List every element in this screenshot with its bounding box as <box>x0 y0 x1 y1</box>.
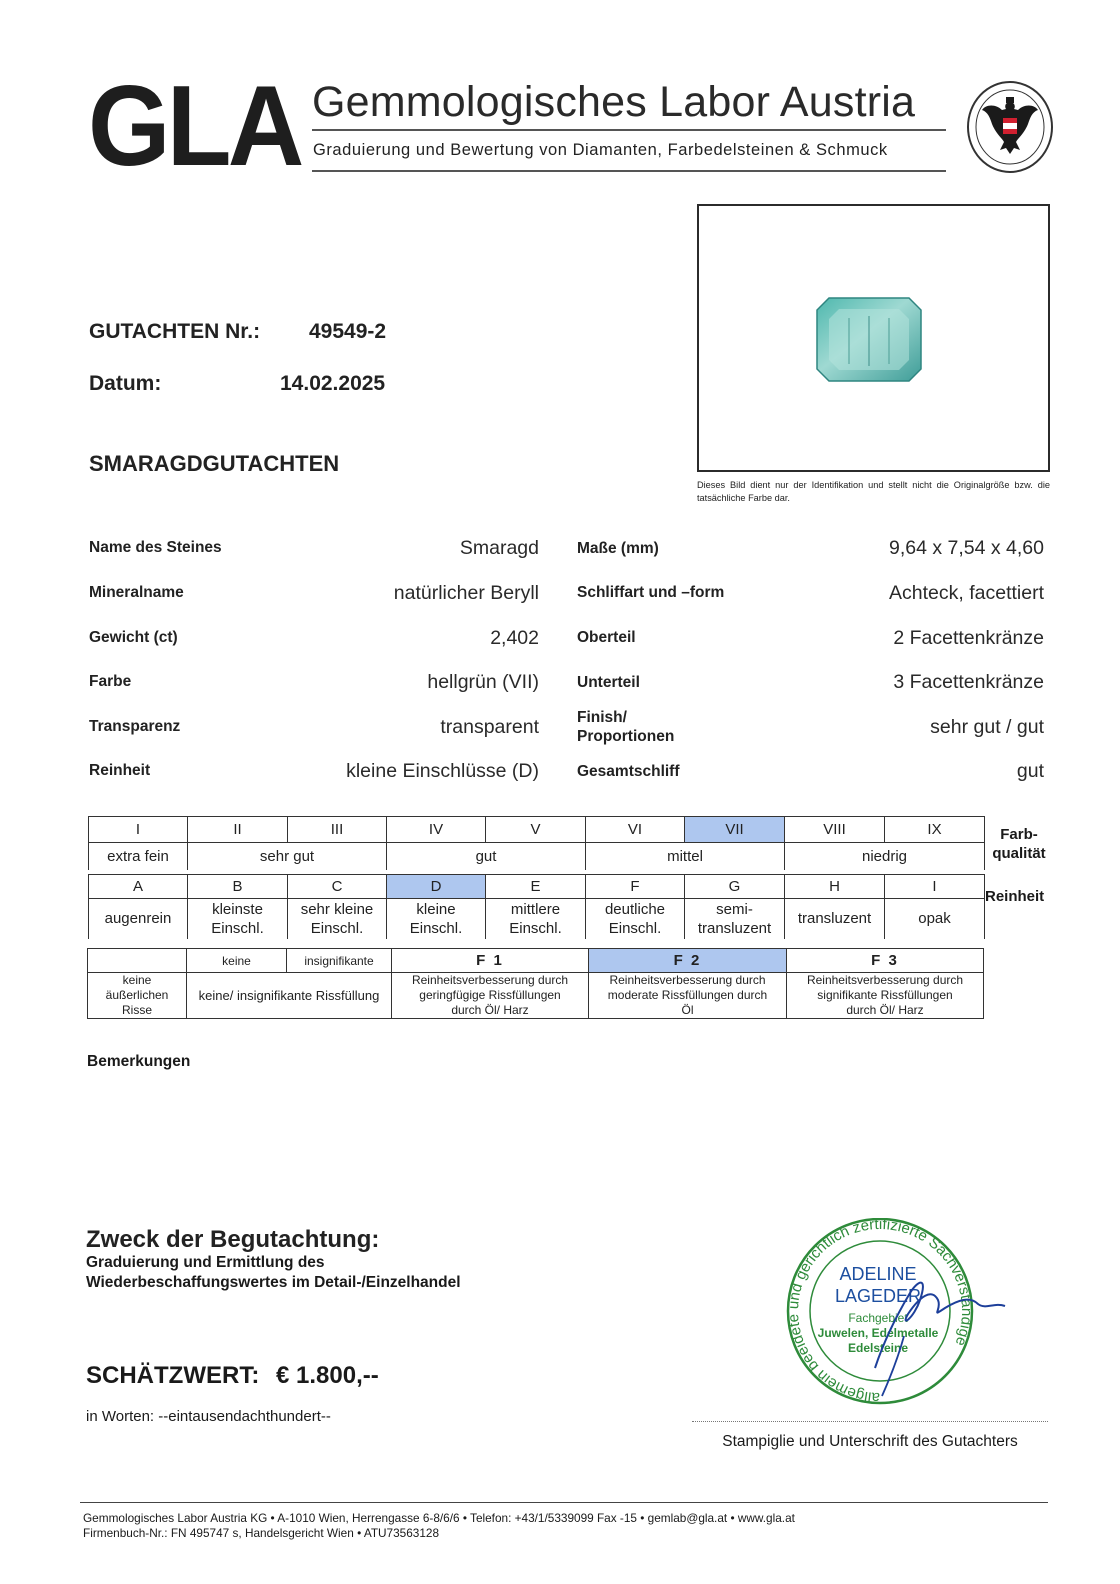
treatment-header-selected: F 2 <box>589 949 787 973</box>
property-value: 2 Facettenkränze <box>893 627 1044 649</box>
treatment-desc-line: Reinheitsverbesserung durch <box>806 973 964 987</box>
clarity-grade: A <box>89 875 188 899</box>
clarity-desc-line: deutliche <box>604 900 666 918</box>
clarity-desc-line: Einschl. <box>409 919 463 937</box>
footer-registry: Firmenbuch-Nr.: FN 495747 s, Handelsgericht Wien • ATU73563128 <box>83 1526 440 1540</box>
property-value: kleine Einschlüsse (D) <box>346 760 539 782</box>
report-title: SMARAGDGUTACHTEN <box>89 451 340 476</box>
clarity-desc <box>885 899 985 939</box>
property-label: Finish/ <box>577 709 627 726</box>
color-grade-selected: VII <box>685 817 785 843</box>
treatment-desc-line: Reinheitsverbesserung durch <box>609 973 766 987</box>
stamp-name-last: LAGEDER <box>834 1286 922 1306</box>
color-group: extra fein <box>89 843 188 870</box>
property-label: Gesamtschliff <box>577 763 680 780</box>
purpose-line: Wiederbeschaffungswertes im Detail-/Einzelhandel <box>86 1274 461 1291</box>
valuation-amount: € 1.800,-- <box>276 1362 379 1389</box>
property-label: Transparenz <box>89 718 181 735</box>
property-value: Smaragd <box>459 537 539 559</box>
stamp-ring-text: allgemein beeidete und gerichtlich zertifizierte Sachverständige <box>784 1218 976 1407</box>
clarity-desc-line: Einschl. <box>211 919 264 937</box>
treatment-desc-line: keine <box>122 973 152 987</box>
footer-contact: Gemmologisches Labor Austria KG • A-1010 Wien, Herrengasse 6-8/6/6 • Telefon: +43/1/5339099 Fax -15 • gemlab@gla.at • www.gla.at <box>83 1511 795 1525</box>
treatment-table <box>87 948 984 1019</box>
gemstone-photo-frame <box>697 204 1050 472</box>
property-value: sehr gut / gut <box>930 716 1044 738</box>
color-grade: II <box>188 817 288 843</box>
clarity-desc-line: semi- <box>716 900 753 918</box>
photo-disclaimer: Dieses Bild dient nur der Identifikation und stellt nicht die Originalgröße bzw. die tatsächliche Farbe dar. <box>697 480 1050 503</box>
color-grade: IX <box>885 817 985 843</box>
property-value: 3 Facettenkränze <box>893 671 1044 693</box>
clarity-desc <box>89 899 188 939</box>
stamp-field: Juwelen, Edelmetalle <box>817 1326 939 1340</box>
color-group: mittel <box>586 843 785 870</box>
footer-rule <box>80 1502 1048 1503</box>
clarity-desc-line: Einschl. <box>310 919 364 937</box>
clarity-desc <box>387 899 486 939</box>
clarity-desc <box>188 899 288 939</box>
lab-name: Gemmologisches Labor Austria <box>312 78 916 126</box>
property-label: Reinheit <box>89 762 151 779</box>
color-grade: III <box>288 817 387 843</box>
treatment-desc <box>589 973 787 1019</box>
color-quality-label-line1: Farb- <box>1000 826 1038 843</box>
color-grade: I <box>89 817 188 843</box>
austrian-eagle-seal-icon <box>966 80 1054 174</box>
date-label: Datum: <box>89 372 162 395</box>
clarity-desc-line: sehr kleine <box>300 900 374 918</box>
color-quality-label-line2: qualität <box>992 845 1046 862</box>
clarity-desc-line: Einschl. <box>608 919 662 937</box>
treatment-header-empty <box>88 949 187 973</box>
property-label: Mineralname <box>89 584 184 601</box>
color-grade: V <box>486 817 586 843</box>
property-value: 2,402 <box>490 627 539 649</box>
property-label: Oberteil <box>577 629 636 646</box>
clarity-desc-line: opak <box>918 910 951 928</box>
clarity-grade: H <box>785 875 885 899</box>
clarity-desc <box>785 899 885 939</box>
signature-caption: Stampiglie und Unterschrift des Gutachters <box>722 1433 1018 1450</box>
clarity-desc <box>586 899 685 939</box>
expert-stamp-icon <box>780 1218 1020 1408</box>
property-label-line2: Proportionen <box>577 728 675 745</box>
clarity-grade-selected: D <box>387 875 486 899</box>
clarity-grade: E <box>486 875 586 899</box>
treatment-desc-line: geringfügige Rissfüllungen <box>419 988 561 1002</box>
header-rule-bottom <box>312 170 946 172</box>
property-label: Farbe <box>89 673 132 690</box>
clarity-desc <box>685 899 785 939</box>
clarity-desc-line: mittlere <box>510 900 561 918</box>
report-number-label: GUTACHTEN Nr.: <box>89 320 261 343</box>
property-label: Maße (mm) <box>577 540 659 557</box>
color-quality-table <box>88 816 985 870</box>
signature-line <box>692 1421 1048 1422</box>
property-label: Schliffart und –form <box>577 584 725 601</box>
property-value: hellgrün (VII) <box>427 671 539 693</box>
color-group: gut <box>387 843 586 870</box>
clarity-desc-line: transluzent <box>697 919 772 937</box>
property-label: Unterteil <box>577 674 640 691</box>
stamp-field: Edelsteine <box>847 1341 909 1355</box>
treatment-desc-line: durch Öl/ Harz <box>846 1003 924 1017</box>
treatment-desc <box>88 973 187 1019</box>
stamp-field-label: Fachgebiet <box>848 1311 908 1325</box>
clarity-label: Reinheit <box>985 888 1045 905</box>
property-label: Name des Steines <box>89 539 222 556</box>
treatment-header: insignifikante <box>287 949 392 973</box>
clarity-desc-line: transluzent <box>797 910 872 928</box>
clarity-grade: I <box>885 875 985 899</box>
property-value: gut <box>1016 760 1044 782</box>
clarity-grade: F <box>586 875 685 899</box>
valuation-in-words: in Worten: --eintausendachthundert-- <box>86 1408 331 1425</box>
treatment-desc-line: Öl <box>681 1003 694 1017</box>
valuation-label: SCHÄTZWERT: <box>86 1362 260 1389</box>
treatment-desc-line: signifikante Rissfüllungen <box>817 988 953 1002</box>
remarks-label: Bemerkungen <box>87 1053 191 1070</box>
clarity-grade: B <box>188 875 288 899</box>
clarity-grade: C <box>288 875 387 899</box>
lab-subtitle: Graduierung und Bewertung von Diamanten, Farbedelsteinen & Schmuck <box>313 141 888 159</box>
treatment-desc-line: Reinheitsverbesserung durch <box>411 973 569 987</box>
treatment-desc: keine/ insignifikante Rissfüllung <box>187 973 392 1019</box>
color-group: sehr gut <box>188 843 387 870</box>
purpose-line: Graduierung und Ermittlung des <box>86 1254 325 1271</box>
property-value: transparent <box>440 716 539 738</box>
report-date: 14.02.2025 <box>280 372 386 395</box>
clarity-desc-line: kleinste <box>212 900 263 918</box>
clarity-desc-line: Einschl. <box>509 919 562 937</box>
gla-logo: GLA <box>88 63 301 190</box>
treatment-desc-line: moderate Rissfüllungen durch <box>607 988 768 1002</box>
treatment-header: F 3 <box>787 949 984 973</box>
property-label: Gewicht (ct) <box>89 629 178 646</box>
clarity-grade: G <box>685 875 785 899</box>
treatment-desc-line: durch Öl/ Harz <box>451 1003 529 1017</box>
report-number: 49549-2 <box>309 320 387 343</box>
clarity-desc <box>486 899 586 939</box>
treatment-desc <box>787 973 984 1019</box>
clarity-desc-line: kleine <box>416 900 456 918</box>
emerald-photo <box>699 206 1048 470</box>
clarity-desc <box>288 899 387 939</box>
property-value: Achteck, facettiert <box>889 582 1044 604</box>
treatment-desc-line: Risse <box>121 1003 152 1017</box>
stamp-name-first: ADELINE <box>839 1264 917 1284</box>
color-quality-label <box>988 825 1050 863</box>
clarity-desc-line: augenrein <box>104 910 172 928</box>
treatment-desc <box>392 973 589 1019</box>
treatment-header: F 1 <box>392 949 589 973</box>
color-grade: IV <box>387 817 486 843</box>
clarity-table <box>88 874 985 939</box>
treatment-desc-line: äußerlichen <box>105 988 169 1002</box>
color-group: niedrig <box>785 843 985 870</box>
property-value: 9,64 x 7,54 x 4,60 <box>888 537 1044 559</box>
purpose-title: Zweck der Begutachtung: <box>86 1226 380 1253</box>
color-grade: VIII <box>785 817 885 843</box>
header-rule-top <box>312 129 946 131</box>
property-value: natürlicher Beryll <box>393 582 539 604</box>
treatment-header: keine <box>187 949 287 973</box>
color-grade: VI <box>586 817 685 843</box>
